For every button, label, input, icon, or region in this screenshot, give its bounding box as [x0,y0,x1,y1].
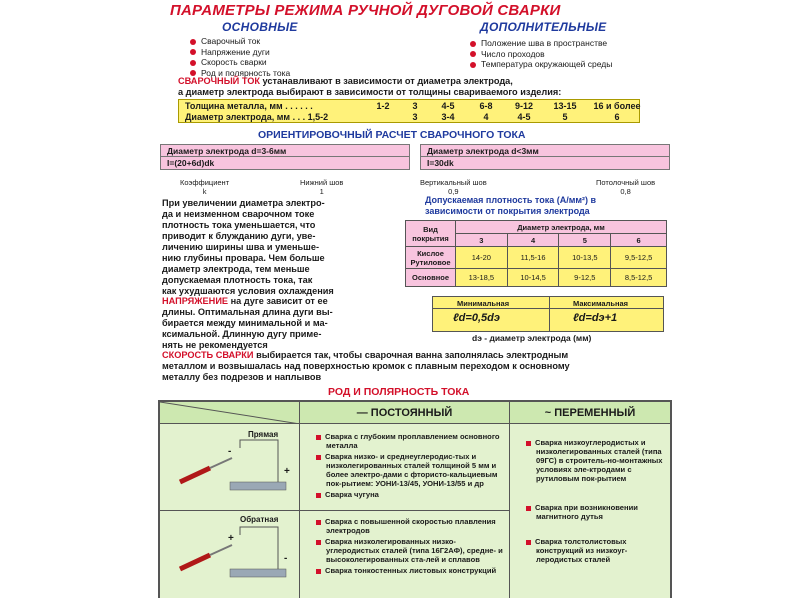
list-item: Сварочный ток [190,36,290,47]
direct-plus: + [284,466,290,477]
list-item: Напряжение дуги [190,47,290,58]
list-item: Сварка чугуна [316,490,503,499]
bullet-icon [526,506,531,511]
direct-label: Прямая [248,430,279,439]
extra-params-heading: ДОПОЛНИТЕЛЬНЫЕ [480,20,607,34]
bullet-icon [190,49,196,55]
min-label: Минимальная [457,299,510,308]
calc-heading: ОРИЕНТИРОВОЧНЫЙ РАСЧЕТ СВАРОЧНОГО ТОКА [258,129,526,141]
coef-label: Коэффициент k [180,178,230,196]
position-overhead: Потолочный шов 0,8 [596,178,656,196]
thickness-diameter-table [178,99,640,123]
density-col-type: Вид покрытия [406,221,456,247]
diameter-row: Диаметр электрода, мм . . . 1,5-2 3 3-4 4 4-5 5 6 [185,112,620,122]
direct-polarity-cell [160,424,300,511]
bullet-icon [316,540,321,545]
min-formula: ℓd=0,5dэ [453,312,500,324]
density-heading: Допускаемая плотность тока (А/мм²) в зависимости от покрытия электрода [425,195,597,216]
bullet-icon [190,39,196,45]
list-item: Сварка с повышенной скоростью плавления электродов [316,517,503,535]
list-item: Скорость сварки [190,57,290,68]
bullet-icon [470,41,476,47]
bullet-icon [470,51,476,57]
max-label: Максимальная [573,299,629,308]
list-item: Сварка низко- и среднеуглеродис-тых и низколегированных сталей толщиной 5 мм и более электро-дами с фтористо-кальциевым пок-рытием: УОНИ-13/45, УОНИ-13/55 и др [316,452,503,488]
bullet-icon [316,569,321,574]
reverse-minus: - [284,553,288,564]
divider [549,297,550,331]
bullet-icon [526,540,531,545]
table-row: Кислое Рутиловое 14-20 11,5-16 10-13,5 9,5-12,5 [406,247,667,269]
bullet-icon [190,60,196,66]
electrode-direct-icon [160,424,298,510]
bullet-icon [316,520,321,525]
reverse-label: Обратная [240,515,279,524]
list-item: Положение шва в пространстве [470,38,612,49]
dc-direct-list [300,424,510,511]
arc-length-formulas [432,296,664,332]
max-formula: ℓd=dэ+1 [573,312,618,324]
main-params-list [190,36,290,78]
dc-header: — ПОСТОЯННЫЙ [300,402,510,424]
ac-header: ~ ПЕРЕМЕННЫЙ [510,402,670,424]
calc-right-formula: I=30dk [420,156,670,170]
electrode-reverse-icon [160,511,298,597]
bullet-icon [526,441,531,446]
diameter-legend: dэ - диаметр электрода (мм) [472,333,592,343]
calc-left-head: Диаметр электрода d=3-6мм [160,144,410,158]
bullet-icon [316,435,321,440]
list-item: Сварка низкоуглеродистых и низколегированных сталей (типа 09ГС) в строитель-но-монтажных условиях эле-ктродами с рутиловым пок-рытием [526,438,664,483]
dc-reverse-list [300,511,510,598]
bullet-icon [316,455,321,460]
list-item: Число проходов [470,49,612,60]
density-table: Вид покрытия Диаметр электрода, мм 3 4 5 6 Кислое Рутиловое 14-20 11,5-16 10-13,5 9,5-12,5 Основное 13-18,5 10-14,5 9-12,5 8,5-12,5 [405,220,667,287]
list-item: Сварка толстолистовых конструкций из низкоуг-леродистых сталей [526,537,664,564]
ac-list [510,424,670,598]
reverse-plus: + [228,533,234,544]
current-keyword: СВАРОЧНЫЙ ТОК [178,76,260,86]
list-item: Сварка при возникновении магнитного дутья [526,503,664,521]
polarity-table [158,400,672,598]
calc-right-head: Диаметр электрода d<3мм [420,144,670,158]
speed-text: СКОРОСТЬ СВАРКИ выбирается так, чтобы сварочная ванна заполнялась электродным металлом и возвышалась над поверхностью кромок с плавным переходом к основному металлу без подрезов и наплывов [162,350,570,382]
voltage-text: НАПРЯЖЕНИЕ на дуге зависит от ее длины. Оптимальная длина дуги вы- бирается между минимальной и ма- ксимальной. Длинную дугу приме- нять не рекомендуется [162,296,333,350]
bullet-icon [470,62,476,68]
diagonal-line [160,402,300,424]
table-row: Основное 13-18,5 10-14,5 9-12,5 8,5-12,5 [406,269,667,287]
list-item: Сварка низколегированных низко-углеродистых сталей (типа 16Г2АФ), средне- и высоколегированных ста-лей и сплавов [316,537,503,564]
position-bottom: Нижний шов 1 [300,178,344,196]
bullet-icon [316,493,321,498]
list-item: Температура окружающей среды [470,59,612,70]
extra-params-list [470,38,612,70]
direct-minus: - [228,446,232,457]
list-item: Сварка с глубоким проплавлением основного металла [316,432,503,450]
voltage-keyword: НАПРЯЖЕНИЕ [162,296,229,306]
polarity-heading: РОД И ПОЛЯРНОСТЬ ТОКА [328,386,470,398]
page-title: ПАРАМЕТРЫ РЕЖИМА РУЧНОЙ ДУГОВОЙ СВАРКИ [170,2,561,19]
density-col-diam: Диаметр электрода, мм [456,221,667,234]
list-item: Род и полярность тока [190,68,290,79]
current-intro: СВАРОЧНЫЙ ТОК устанавливают в зависимости от диаметра электрода, а диаметр электрода выбирают в зависимости от толщины свариваемого изделия: [178,76,562,97]
reverse-polarity-cell [160,511,300,598]
divider [433,308,663,309]
main-params-heading: ОСНОВНЫЕ [222,20,298,34]
speed-keyword: СКОРОСТЬ СВАРКИ [162,350,254,360]
thickness-row: Толщина металла, мм . . . . . . 1-2 3 4-5 6-8 9-12 13-15 16 и более [185,101,641,111]
list-item: Сварка тонкостенных листовых конструкций [316,566,503,575]
position-vertical: Вертикальный шов 0,9 [420,178,487,196]
diameter-note: При увеличении диаметра электро- да и неизменном сварочном токе плотность тока уменьшается, что приводит к блужданию дуги, уве- личению ширины шва и уменьше- нию глубины провара. Чем больше диаметр электрода, тем меньше допускаемая плотность тока, так как ухудшаются условия охлаждения [162,198,334,296]
corner-cell [160,402,300,424]
calc-left-formula: I=(20+6d)dk [160,156,410,170]
